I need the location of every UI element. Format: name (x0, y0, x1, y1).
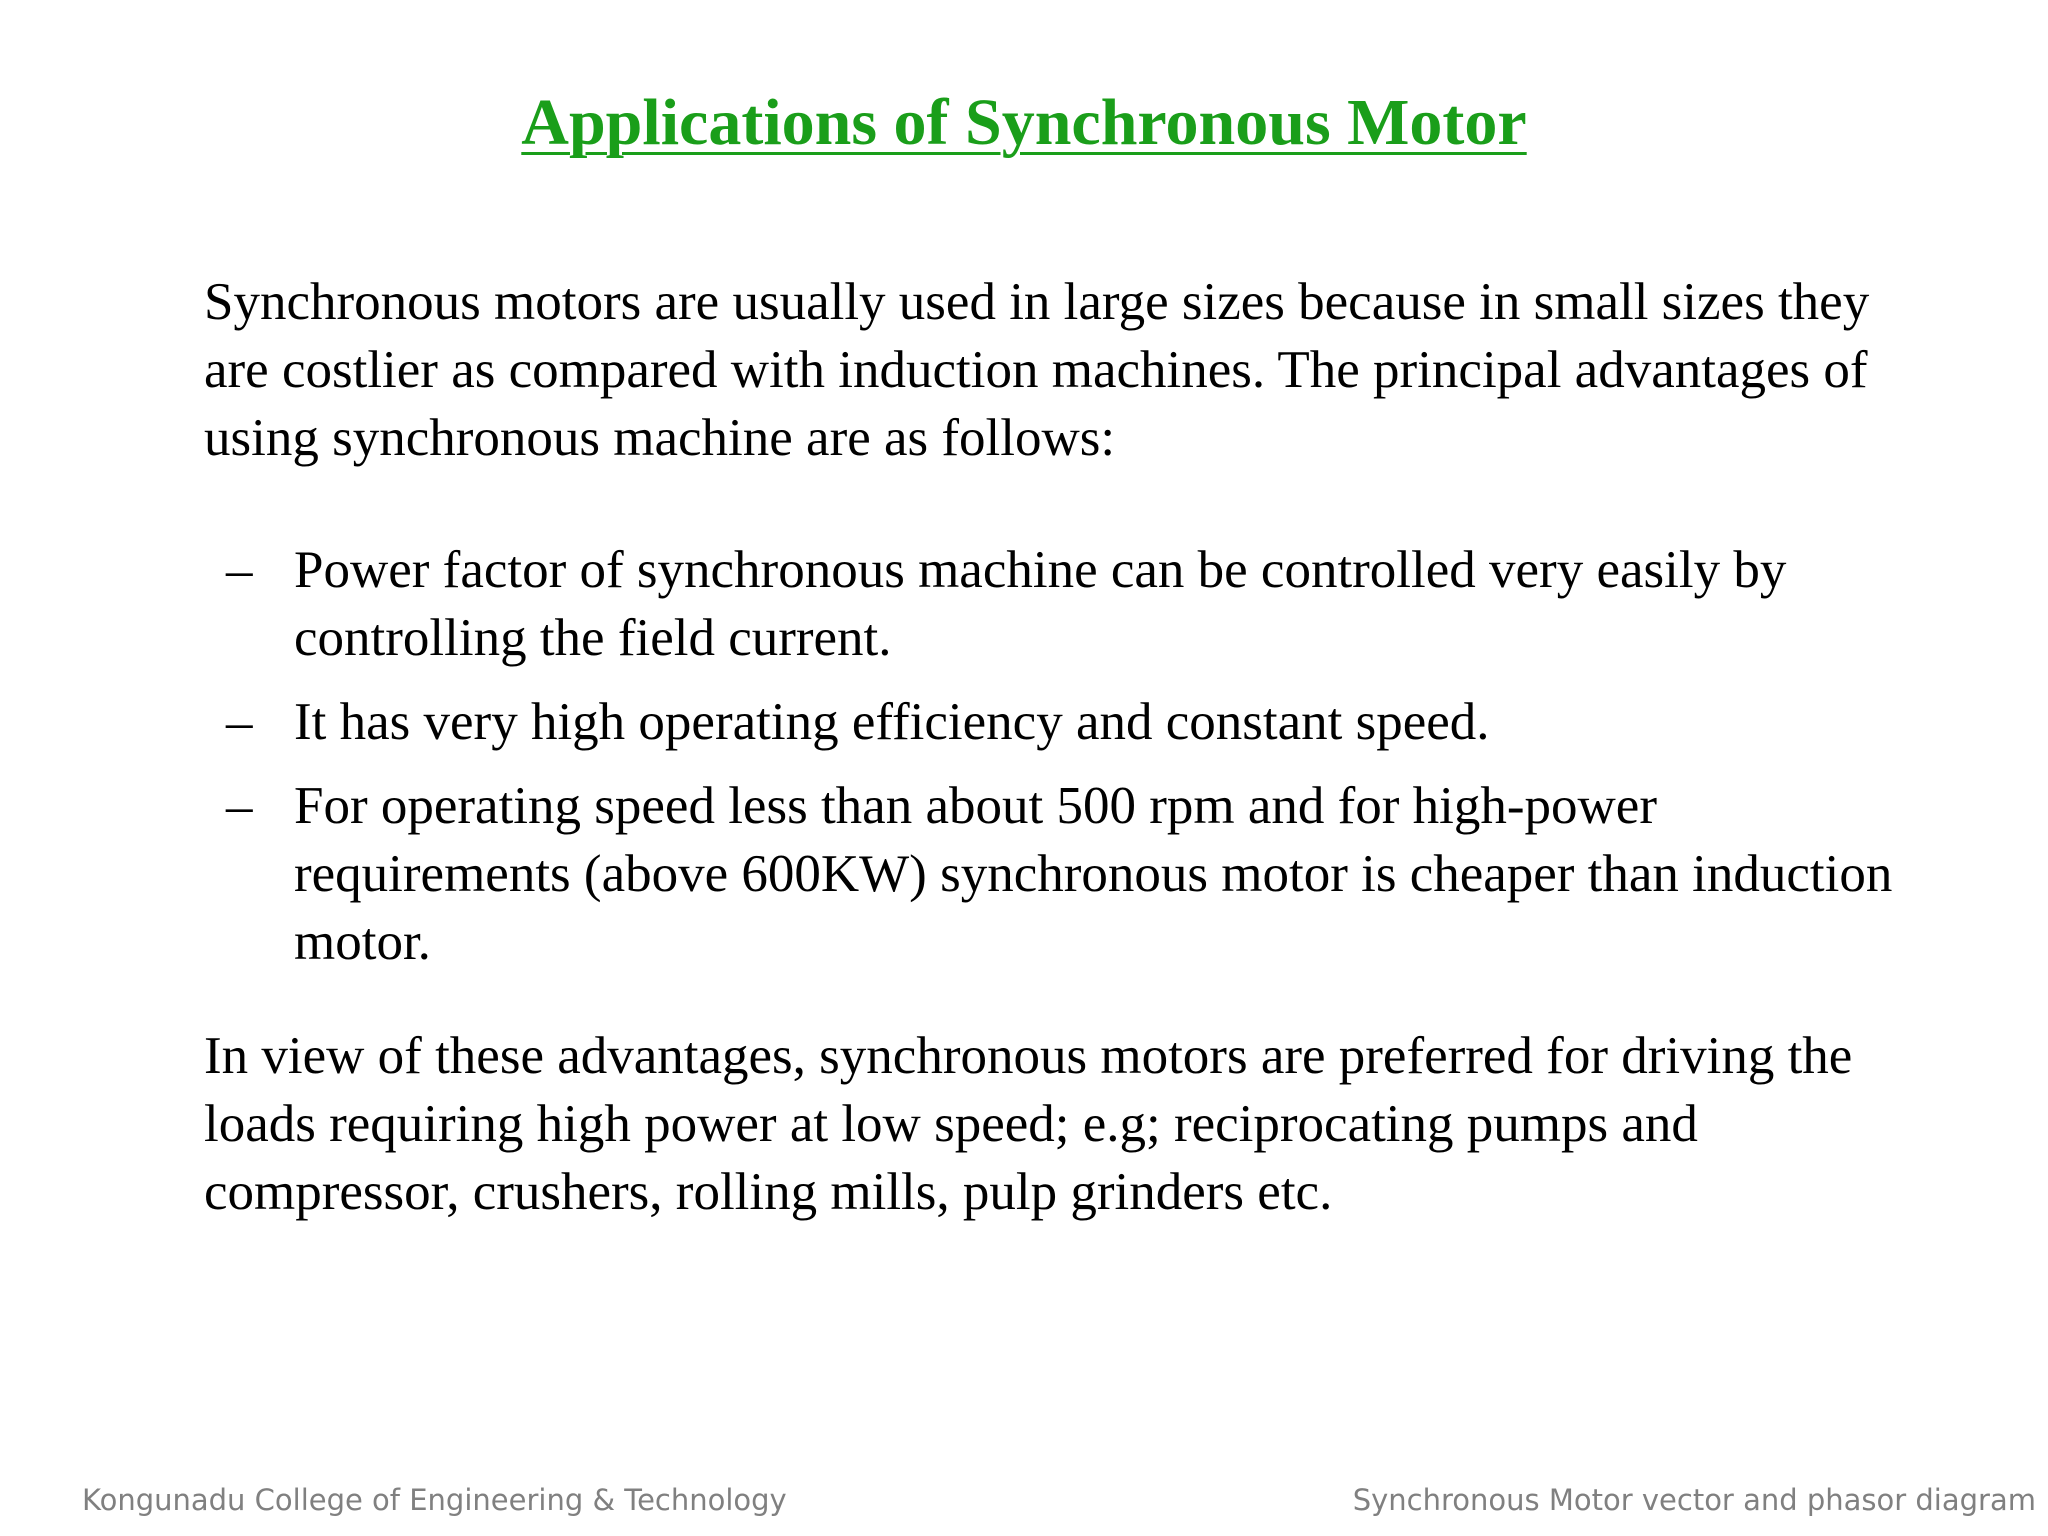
list-item (204, 772, 1904, 976)
intro-paragraph: Synchronous motors are usually used in large sizes because in small sizes they are costlier as compared with induction machines. The principal advantages of using synchronous machine are as follows: (204, 273, 1870, 467)
dash-bullet-icon: – (226, 777, 253, 835)
footer-institution: Kongunadu College of Engineering & Technology (82, 1483, 787, 1517)
conclusion-paragraph: In view of these advantages, synchronous motors are preferred for driving the loads requiring high power at low speed; e.g; reciprocating pumps and compressor, crushers, rolling mills, pulp grinders etc. (204, 1027, 1853, 1221)
list-item-text: For operating speed less than about 500 rpm and for high-power requirements (above 600KW) synchronous motor is cheaper than induction motor. (294, 777, 1893, 971)
list-item (204, 688, 1904, 756)
slide-title (0, 84, 2048, 162)
list-item (204, 536, 1904, 672)
slide-title-text: Applications of Synchronous Motor (521, 86, 1527, 159)
footer-topic: Synchronous Motor vector and phasor diagram (1352, 1483, 2036, 1517)
list-item-text: It has very high operating efficiency and constant speed. (294, 693, 1490, 751)
advantages-list (204, 536, 1904, 992)
dash-bullet-icon: – (226, 693, 253, 751)
dash-bullet-icon: – (226, 541, 253, 599)
list-item-text: Power factor of synchronous machine can be controlled very easily by controlling the field current. (294, 541, 1787, 667)
